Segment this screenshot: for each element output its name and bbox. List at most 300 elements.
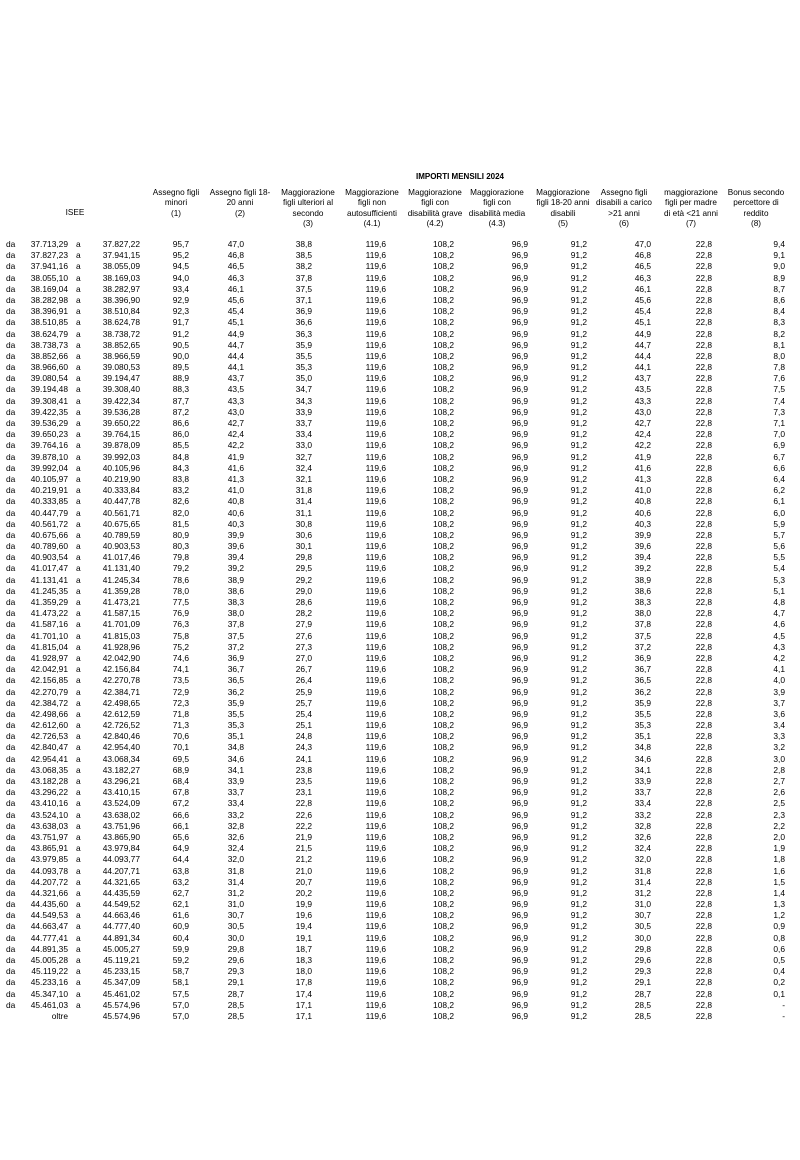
table-row — [0, 888, 800, 899]
table-row — [0, 742, 800, 753]
isee-from: 45.233,16 — [30, 977, 68, 988]
isee-to: 42.498,65 — [102, 697, 140, 708]
amount-cell: 22,8 — [695, 261, 712, 272]
amount-cell: 44,7 — [227, 339, 244, 350]
isee-from: 38.396,91 — [30, 306, 68, 317]
amount-cell: 119,6 — [365, 529, 386, 540]
amount-cell: 32,6 — [227, 831, 244, 842]
isee-from: 45.005,28 — [30, 955, 68, 965]
amount-cell: 39,4 — [634, 552, 651, 563]
isee-to: 42.384,71 — [102, 686, 140, 697]
range-da-label: da — [6, 507, 16, 518]
range-da-label: da — [6, 820, 16, 831]
range-da-label: da — [6, 239, 16, 249]
amount-cell: 119,6 — [365, 406, 386, 417]
amount-cell: 22,8 — [695, 1010, 712, 1021]
table-row — [0, 418, 800, 429]
amount-cell: 47,0 — [634, 239, 651, 249]
amount-cell: 64,9 — [172, 843, 189, 854]
amount-cell: 35,5 — [634, 708, 651, 719]
amount-cell: 63,8 — [172, 865, 189, 876]
amount-cell: 22,8 — [695, 306, 712, 317]
table-row — [0, 306, 800, 317]
amount-cell: 33,4 — [227, 798, 244, 809]
amount-cell: 2,6 — [773, 787, 785, 798]
amount-cell: 91,2 — [570, 250, 587, 261]
range-a-label: a — [76, 652, 81, 663]
amount-cell: 91,2 — [570, 306, 587, 317]
amount-cell: 22,8 — [695, 966, 712, 977]
amount-cell: 64,4 — [172, 854, 189, 865]
amount-cell: 91,2 — [570, 384, 587, 395]
amount-cell: 3,2 — [773, 742, 785, 753]
amount-cell: 91,2 — [570, 999, 587, 1010]
table-row — [0, 474, 800, 485]
amount-cell: 2,7 — [773, 776, 785, 786]
amount-cell: 91,2 — [570, 328, 587, 339]
range-da-label: da — [6, 753, 16, 764]
amount-cell: 108,2 — [433, 731, 454, 742]
amount-cell: 22,8 — [695, 708, 712, 719]
isee-from: 45.461,03 — [30, 999, 68, 1010]
amount-cell: 91,2 — [570, 910, 587, 921]
amount-cell: 108,2 — [433, 988, 454, 999]
amount-cell: 30,7 — [227, 910, 244, 921]
amount-cell: 0,5 — [773, 955, 785, 965]
amount-cell: 22,8 — [695, 429, 712, 440]
amount-cell: 38,0 — [227, 608, 244, 619]
isee-to: 39.764,15 — [102, 429, 140, 440]
amount-cell: 96,9 — [511, 418, 528, 428]
isee-to: 44.891,34 — [102, 932, 140, 943]
amount-cell: 38,3 — [634, 597, 651, 607]
amount-cell: 119,6 — [365, 686, 386, 697]
amount-cell: 7,4 — [773, 395, 785, 406]
isee-from: 38.738,73 — [30, 339, 68, 350]
isee-from: 41.359,29 — [30, 597, 68, 607]
amount-cell: 5,3 — [773, 574, 785, 585]
amount-cell: 108,2 — [433, 462, 454, 473]
isee-to: 37.827,22 — [102, 239, 140, 249]
amount-cell: 7,5 — [773, 384, 785, 395]
amount-cell: 43,0 — [634, 406, 651, 417]
range-a-label: a — [76, 921, 81, 932]
amount-cell: 108,2 — [433, 440, 454, 451]
amount-cell: 36,5 — [227, 675, 244, 686]
amount-cell: 91,2 — [570, 529, 587, 540]
amount-cell: 39,2 — [634, 563, 651, 574]
amount-cell: 119,6 — [365, 831, 386, 842]
amount-cell: 91,2 — [570, 462, 587, 473]
amount-cell: 35,1 — [634, 731, 651, 742]
amount-cell: 35,3 — [634, 720, 651, 731]
amount-cell: 29,0 — [295, 585, 312, 596]
range-a-label: a — [76, 697, 81, 708]
amount-cell: 42,2 — [227, 440, 244, 451]
amount-cell: 37,2 — [634, 641, 651, 652]
isee-to: 44.207,71 — [102, 865, 140, 876]
range-da-label: da — [6, 608, 16, 619]
amount-cell: 119,6 — [365, 630, 386, 641]
amount-cell: 108,2 — [433, 496, 454, 507]
isee-to: 41.587,15 — [102, 608, 140, 619]
amount-cell: 108,2 — [433, 977, 454, 988]
range-da-label: da — [6, 473, 16, 484]
amount-cell: 96,9 — [511, 496, 528, 507]
table-row — [0, 407, 800, 418]
isee-to: 45.574,96 — [102, 999, 140, 1010]
amount-cell: 88,9 — [172, 373, 189, 384]
amount-cell: 35,1 — [227, 731, 244, 742]
amount-cell: 79,8 — [172, 552, 189, 563]
amount-cell: 31,8 — [634, 865, 651, 876]
amount-cell: 108,2 — [433, 999, 454, 1010]
amount-cell: 35,3 — [227, 720, 244, 731]
amount-cell: 22,8 — [695, 854, 712, 865]
amount-cell: 32,6 — [634, 831, 651, 842]
isee-from: 39.536,29 — [30, 418, 68, 428]
amount-cell: 43,7 — [227, 373, 244, 384]
amount-cell: 42,4 — [227, 429, 244, 440]
amount-cell: 119,6 — [365, 619, 386, 630]
amount-cell: 28,7 — [634, 988, 651, 999]
amount-cell: 0,6 — [773, 943, 785, 954]
table-row — [0, 429, 800, 440]
amount-cell: 76,9 — [172, 608, 189, 619]
amount-cell: 22,8 — [695, 753, 712, 764]
range-da-label: da — [6, 518, 16, 529]
table-row — [0, 508, 800, 519]
table-row — [0, 295, 800, 306]
table-row — [0, 586, 800, 597]
amount-cell: 96,9 — [511, 574, 528, 585]
range-da-label: da — [6, 966, 16, 977]
amount-cell: 4,0 — [773, 675, 785, 686]
amount-cell: 5,5 — [773, 552, 785, 563]
amount-cell: 119,6 — [365, 395, 386, 406]
table-row — [0, 384, 800, 395]
isee-from: 42.270,79 — [30, 686, 68, 697]
amount-cell: 70,1 — [172, 742, 189, 753]
amount-cell: 96,9 — [511, 831, 528, 842]
amount-cell: 6,1 — [773, 496, 785, 507]
amount-cell: 91,2 — [570, 854, 587, 865]
table-row — [0, 787, 800, 798]
table-row — [0, 284, 800, 295]
amount-cell: 108,2 — [433, 697, 454, 708]
amount-cell: 8,9 — [773, 272, 785, 283]
amount-cell: 29,5 — [295, 563, 312, 574]
amount-cell: 38,6 — [634, 585, 651, 596]
amount-cell: 108,2 — [433, 887, 454, 898]
amount-cell: 119,6 — [365, 485, 386, 496]
amount-cell: 37,8 — [227, 619, 244, 630]
isee-from: 41.928,97 — [30, 652, 68, 663]
amount-cell: 108,2 — [433, 652, 454, 663]
isee-to: 41.245,34 — [102, 574, 140, 585]
column-header: Assegno figli minori (1) — [152, 188, 200, 218]
range-da-label: da — [6, 675, 16, 686]
range-da-label: da — [6, 854, 16, 865]
amount-cell: 34,8 — [634, 742, 651, 753]
amount-cell: 41,0 — [634, 485, 651, 496]
amount-cell: 82,6 — [172, 496, 189, 507]
isee-from: 40.675,66 — [30, 529, 68, 540]
amount-cell: 108,2 — [433, 574, 454, 585]
isee-from: 40.789,60 — [30, 541, 68, 552]
amount-cell: 119,6 — [365, 843, 386, 854]
range-da-label: da — [6, 373, 16, 384]
amount-cell: 4,5 — [773, 630, 785, 641]
amount-cell: 34,1 — [227, 764, 244, 775]
amount-cell: 96,9 — [511, 932, 528, 943]
amount-cell: 91,2 — [570, 608, 587, 619]
amount-cell: 96,9 — [511, 239, 528, 249]
amount-cell: 119,6 — [365, 966, 386, 977]
amount-cell: 96,9 — [511, 563, 528, 574]
range-da-label: da — [6, 686, 16, 697]
amount-cell: 4,3 — [773, 641, 785, 652]
amount-cell: 30,6 — [295, 529, 312, 540]
table-row — [0, 496, 800, 507]
amount-cell: 119,6 — [365, 921, 386, 932]
amount-cell: 46,8 — [634, 250, 651, 261]
amount-cell: 41,3 — [634, 473, 651, 484]
isee-from: 44.435,60 — [30, 899, 68, 910]
range-a-label: a — [76, 563, 81, 574]
amount-cell: 108,2 — [433, 529, 454, 540]
amount-cell: 43,7 — [634, 373, 651, 384]
amount-cell: 119,6 — [365, 910, 386, 921]
table-row — [0, 519, 800, 530]
range-da-label: da — [6, 787, 16, 798]
amount-cell: 22,8 — [695, 362, 712, 373]
amount-cell: 27,3 — [295, 641, 312, 652]
isee-from: 43.068,35 — [30, 764, 68, 775]
amount-cell: 119,6 — [365, 597, 386, 607]
amount-cell: 69,5 — [172, 753, 189, 764]
amount-cell: 119,6 — [365, 742, 386, 753]
amount-cell: 22,8 — [695, 619, 712, 630]
range-a-label: a — [76, 943, 81, 954]
column-header: Bonus secondo percettore di reddito (8) — [727, 188, 785, 229]
isee-from: 39.080,54 — [30, 373, 68, 384]
isee-from: 41.245,35 — [30, 585, 68, 596]
amount-cell: 3,7 — [773, 697, 785, 708]
amount-cell: 96,9 — [511, 675, 528, 686]
amount-cell: 108,2 — [433, 384, 454, 395]
isee-from: 39.308,41 — [30, 395, 68, 406]
amount-cell: 33,7 — [634, 787, 651, 798]
amount-cell: 22,8 — [695, 496, 712, 507]
amount-cell: 96,9 — [511, 652, 528, 663]
range-da-label: da — [6, 283, 16, 294]
amount-cell: 80,9 — [172, 529, 189, 540]
amount-cell: 108,2 — [433, 932, 454, 943]
amount-cell: 22,8 — [695, 406, 712, 417]
amount-cell: 96,9 — [511, 283, 528, 294]
amount-cell: 46,3 — [227, 272, 244, 283]
amount-cell: 68,9 — [172, 764, 189, 775]
amount-cell: 119,6 — [365, 652, 386, 663]
amount-cell: 22,8 — [695, 317, 712, 328]
amount-cell: 43,0 — [227, 406, 244, 417]
isee-from: 44.207,72 — [30, 876, 68, 887]
amount-cell: 38,6 — [227, 585, 244, 596]
amount-cell: 22,8 — [695, 955, 712, 965]
table-row — [0, 273, 800, 284]
range-a-label: a — [76, 686, 81, 697]
isee-to: 40.903,53 — [102, 541, 140, 552]
table-row — [0, 619, 800, 630]
amount-cell: 1,8 — [773, 854, 785, 865]
range-da-label: da — [6, 876, 16, 887]
range-da-label: da — [6, 418, 16, 428]
range-da-label: da — [6, 272, 16, 283]
range-a-label: a — [76, 384, 81, 395]
amount-cell: 91,2 — [570, 294, 587, 305]
amount-cell: 96,9 — [511, 720, 528, 731]
isee-from: 38.282,98 — [30, 294, 68, 305]
amount-cell: 38,9 — [634, 574, 651, 585]
amount-cell: 36,3 — [295, 328, 312, 339]
amount-cell: 84,3 — [172, 462, 189, 473]
range-a-label: a — [76, 831, 81, 842]
amount-cell: 108,2 — [433, 708, 454, 719]
amount-cell: 8,6 — [773, 294, 785, 305]
amount-cell: 96,9 — [511, 373, 528, 384]
amount-cell: 119,6 — [365, 887, 386, 898]
amount-cell: 108,2 — [433, 429, 454, 440]
range-a-label: a — [76, 485, 81, 496]
table-row — [0, 552, 800, 563]
amount-cell: 32,1 — [295, 473, 312, 484]
table-row — [0, 396, 800, 407]
amount-cell: 108,2 — [433, 641, 454, 652]
table-row — [0, 899, 800, 910]
amount-cell: 119,6 — [365, 462, 386, 473]
amount-cell: 91,2 — [570, 921, 587, 932]
amount-cell: 108,2 — [433, 373, 454, 384]
amount-cell: 80,3 — [172, 541, 189, 552]
table-body — [0, 239, 800, 1022]
table-row — [0, 541, 800, 552]
range-da-label: da — [6, 563, 16, 574]
amount-cell: 72,3 — [172, 697, 189, 708]
isee-to: 41.928,96 — [102, 641, 140, 652]
isee-from: 40.903,54 — [30, 552, 68, 563]
amount-cell: 119,6 — [365, 429, 386, 440]
amount-cell: 108,2 — [433, 619, 454, 630]
amount-cell: 21,5 — [295, 843, 312, 854]
range-a-label: a — [76, 261, 81, 272]
amount-cell: 91,2 — [570, 731, 587, 742]
amount-cell: 96,9 — [511, 294, 528, 305]
amount-cell: 67,8 — [172, 787, 189, 798]
amount-cell: 108,2 — [433, 350, 454, 361]
amount-cell: 23,8 — [295, 764, 312, 775]
amount-cell: 119,6 — [365, 955, 386, 965]
column-header: Maggiorazione figli non autosufficienti (4.1) — [345, 188, 399, 229]
amount-cell: 119,6 — [365, 306, 386, 317]
amount-cell: 31,1 — [295, 507, 312, 518]
range-da-label: da — [6, 250, 16, 261]
amount-cell: 96,9 — [511, 988, 528, 999]
amount-cell: 6,9 — [773, 440, 785, 451]
amount-cell: 7,6 — [773, 373, 785, 384]
range-a-label: a — [76, 820, 81, 831]
amount-cell: 22,8 — [695, 742, 712, 753]
amount-cell: 119,6 — [365, 988, 386, 999]
amount-cell: 71,8 — [172, 708, 189, 719]
amount-cell: 91,2 — [570, 485, 587, 496]
amount-cell: 119,6 — [365, 776, 386, 786]
amount-cell: 38,8 — [295, 239, 312, 249]
amount-cell: 7,0 — [773, 429, 785, 440]
isee-to: 39.992,03 — [102, 451, 140, 462]
amount-cell: 40,6 — [634, 507, 651, 518]
amount-cell: 96,9 — [511, 395, 528, 406]
amount-cell: 91,2 — [570, 440, 587, 451]
column-header: Maggiorazione figli con disabilità media (4.3) — [468, 188, 526, 229]
range-a-label: a — [76, 406, 81, 417]
range-da-label: da — [6, 697, 16, 708]
amount-cell: 96,9 — [511, 507, 528, 518]
amount-cell: 42,2 — [634, 440, 651, 451]
amount-cell: 2,0 — [773, 831, 785, 842]
table-row — [0, 239, 800, 250]
amount-cell: 34,3 — [295, 395, 312, 406]
amount-cell: 24,8 — [295, 731, 312, 742]
table-row — [0, 687, 800, 698]
amount-cell: 22,8 — [695, 507, 712, 518]
range-da-label: da — [6, 943, 16, 954]
amount-cell: 58,7 — [172, 966, 189, 977]
isee-from: 38.055,10 — [30, 272, 68, 283]
amount-cell: 1,2 — [773, 910, 785, 921]
isee-to: 43.410,15 — [102, 787, 140, 798]
range-da-label: da — [6, 350, 16, 361]
isee-from: 44.891,35 — [30, 943, 68, 954]
range-da-label: da — [6, 708, 16, 719]
range-a-label: a — [76, 328, 81, 339]
isee-to: 44.093,77 — [102, 854, 140, 865]
amount-cell: 108,2 — [433, 585, 454, 596]
amount-cell: 40,6 — [227, 507, 244, 518]
table-header — [0, 188, 800, 238]
amount-cell: 46,5 — [634, 261, 651, 272]
amount-cell: 32,4 — [295, 462, 312, 473]
amount-cell: 35,9 — [634, 697, 651, 708]
amount-cell: 91,2 — [570, 843, 587, 854]
amount-cell: 8,0 — [773, 350, 785, 361]
amount-cell: 22,8 — [695, 932, 712, 943]
amount-cell: 96,9 — [511, 843, 528, 854]
amount-cell: 45,4 — [227, 306, 244, 317]
range-a-label: a — [76, 350, 81, 361]
amount-cell: 85,5 — [172, 440, 189, 451]
amount-cell: 1,5 — [773, 876, 785, 887]
table-row — [0, 351, 800, 362]
amount-cell: 78,6 — [172, 574, 189, 585]
isee-from: 42.612,60 — [30, 720, 68, 731]
isee-from: 43.979,85 — [30, 854, 68, 865]
amount-cell: 91,2 — [570, 261, 587, 272]
range-da-label: da — [6, 630, 16, 641]
amount-cell: 19,1 — [295, 932, 312, 943]
amount-cell: 108,2 — [433, 798, 454, 809]
amount-cell: 22,8 — [695, 910, 712, 921]
